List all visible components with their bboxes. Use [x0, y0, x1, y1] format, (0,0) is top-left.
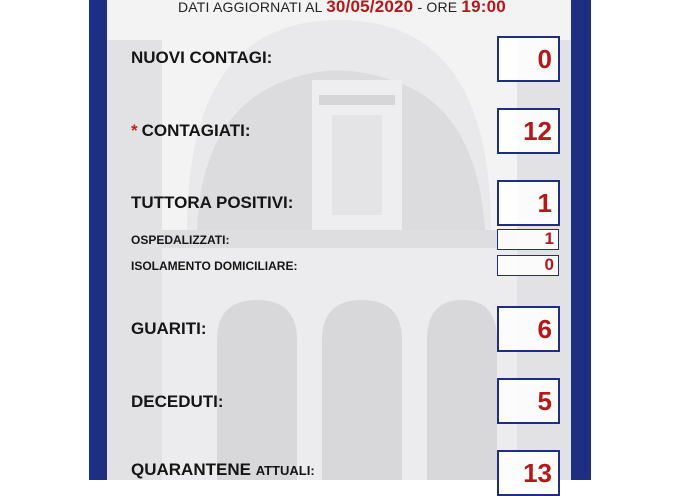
- ospedalizzati-label: OSPEDALIZZATI:: [131, 233, 230, 247]
- quarantene-label-text: QUARANTENE: [131, 460, 251, 479]
- deceduti-value: 5: [497, 378, 560, 424]
- header-hour-separator: - ORE: [417, 0, 458, 15]
- contagiati-value: 12: [497, 108, 560, 154]
- header-date: 30/05/2020: [326, 0, 414, 16]
- contagiati-label-text: CONTAGIATI:: [141, 121, 251, 140]
- guariti-value: 6: [497, 306, 560, 352]
- tuttora-positivi-value: 1: [497, 180, 560, 226]
- contagiati-label: [131, 121, 251, 141]
- nuovi-contagi-label: NUOVI CONTAGI:: [131, 48, 273, 67]
- quarantene-label-suffix: ATTUALI:: [255, 463, 315, 478]
- right-frame-bar: [571, 0, 591, 480]
- tuttora-positivi-label: TUTTORA POSITIVI:: [131, 193, 294, 212]
- update-header: [178, 0, 506, 17]
- deceduti-label: DECEDUTI:: [131, 392, 224, 411]
- quarantene-label: [131, 460, 315, 480]
- header-hour: 19:00: [461, 0, 506, 16]
- ospedalizzati-value: 1: [497, 229, 559, 250]
- quarantene-value: 13: [497, 450, 560, 496]
- left-frame-bar: [89, 0, 107, 480]
- header-prefix: DATI AGGIORNATI AL: [178, 0, 323, 15]
- isolamento-domiciliare-label: ISOLAMENTO DOMICILIARE:: [131, 259, 298, 273]
- guariti-label: GUARITI:: [131, 319, 207, 338]
- isolamento-domiciliare-value: 0: [497, 255, 559, 276]
- nuovi-contagi-value: 0: [497, 36, 560, 82]
- asterisk-marker: *: [131, 121, 138, 140]
